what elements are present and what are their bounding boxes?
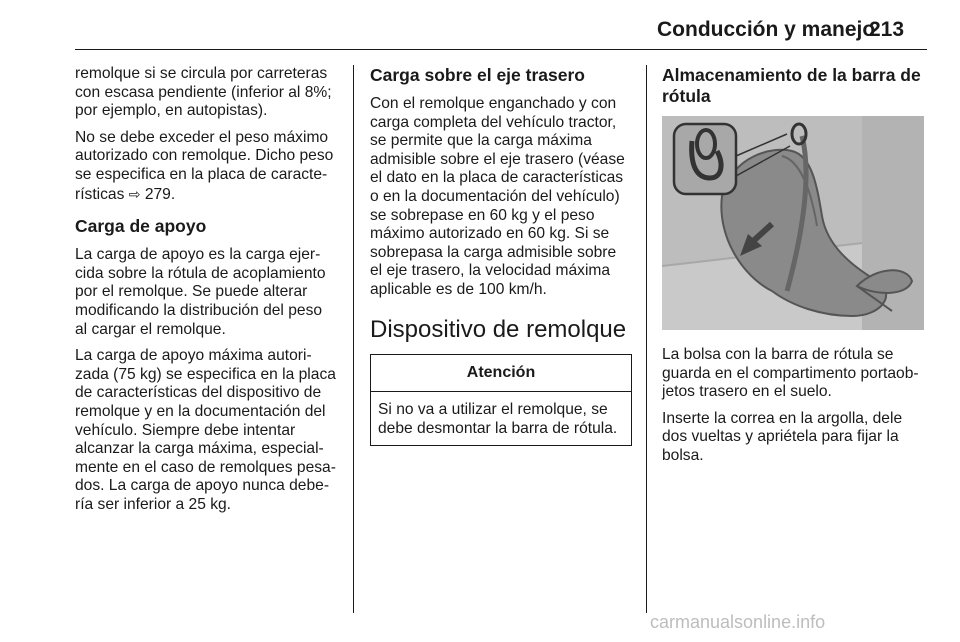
column-divider: [353, 65, 354, 613]
notice-title: Atención: [371, 355, 631, 393]
paragraph: No se debe exceder el peso máximo autorizado con remolque. Dicho peso se especifica en la placa de caracte- rísticas ⇨ 279.: [75, 128, 334, 203]
attention-notice: [370, 354, 632, 447]
paragraph: La carga de apoyo máxima autori- zada (75 kg) se especifica en la placa de características del dispositivo de remolque y en la documentación del vehículo. Siempre debe intentar alcanzar la carga máxima, especial- mente en el caso de remolques pesa- dos. La carga de apoyo nunca debe- ría ser inferior a 25 kg.: [75, 347, 336, 513]
section-heading: Carga de apoyo: [75, 216, 207, 237]
column-right: [662, 65, 932, 474]
paragraph: Inserte la correa en la argolla, dele dos vueltas y apriétela para fijar la bolsa.: [662, 409, 903, 464]
paragraph: La carga de apoyo es la carga ejer- cida sobre la rótula de acoplamiento por el remolque. Se puede alterar modificando la distribución del peso al cargar el remolque.: [75, 246, 326, 338]
chapter-section-title: Dispositivo de remolque: [370, 315, 627, 343]
column-middle: [370, 65, 640, 446]
notice-body: Si no va a utilizar el remolque, se debe desmontar la barra de rótula.: [378, 401, 618, 437]
paragraph: La bolsa con la barra de rótula se guarda en el compartimento portaob- jetos trasero en el suelo.: [662, 346, 919, 401]
paragraph: Con el remolque enganchado y con carga completa del vehículo tractor, se permite que la carga máxima admisible sobre el eje trasero (véase el dato en la placa de características o en la documentación del vehículo) se sobrepase en 60 kg y el peso máximo autorizado en 60 kg. Si se sobrepasa la carga admisible sobre el eje trasero, la velocidad máxima aplicable es de 100 km/h.: [370, 95, 625, 298]
page-reference-arrow-icon: ⇨: [128, 185, 141, 202]
section-heading: Almacenamiento de la barra de rótula: [662, 65, 921, 106]
page-reference[interactable]: 279.: [144, 185, 176, 203]
header-rule: [75, 49, 927, 50]
running-header-title: Conducción y manejo: [657, 18, 876, 41]
towbar-bag-illustration: [662, 116, 924, 330]
paragraph: remolque si se circula por carreteras con escasa pendiente (inferior al 8%; por ejemplo, en autopistas).: [75, 65, 332, 120]
column-left: [75, 65, 345, 522]
page-number: 213: [869, 18, 905, 41]
watermark: carmanualsonline.info: [650, 612, 826, 632]
section-heading: Carga sobre el eje trasero: [370, 65, 585, 85]
column-divider: [646, 65, 647, 613]
